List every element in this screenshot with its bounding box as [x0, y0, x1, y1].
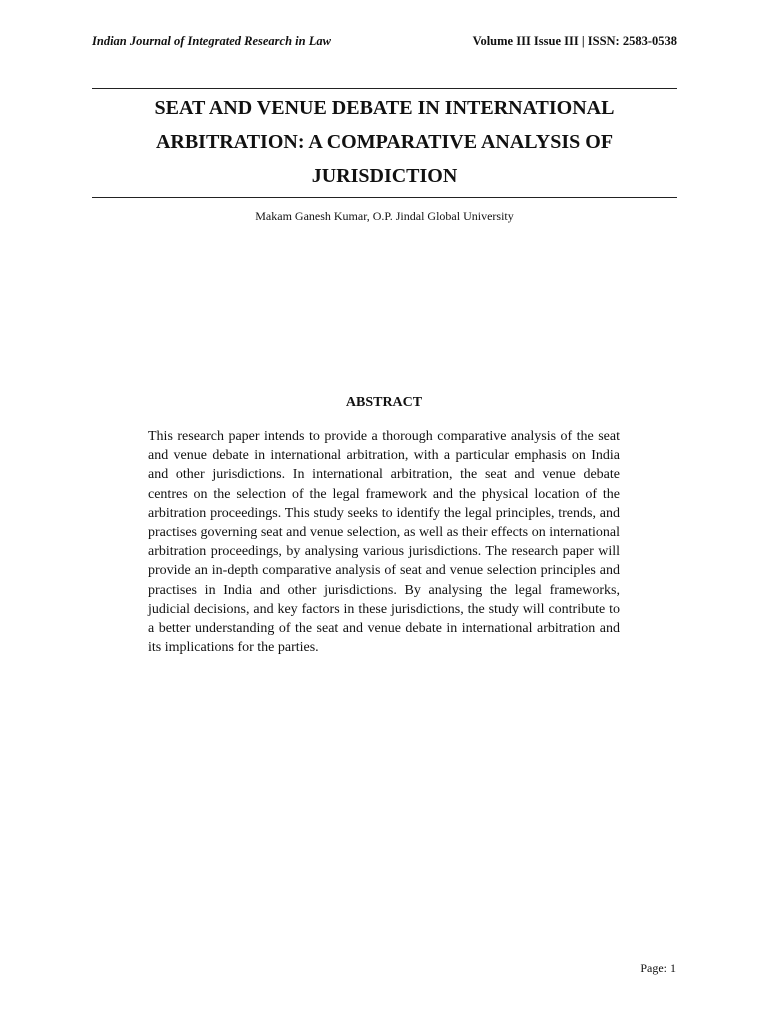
- running-header: [92, 34, 677, 52]
- abstract-body: This research paper intends to provide a thorough comparative analysis of the seat and venue debate in international arbitration, with a particular emphasis on India and other jurisdictions. In international arbitration, the seat and venue debate centres on the selection of the legal framework and the physical location of the arbitration proceedings. This study seeks to identify the legal principles, trends, and practises governing seat and venue selection, as well as their effects on international arbitration proceedings, by analysing various jurisdictions. The research paper will provide an in-depth comparative analysis of seat and venue selection principles and practises in India and other jurisdictions. By analysing the legal frameworks, judicial decisions, and key factors in these jurisdictions, the study will contribute to a better understanding of the seat and venue debate in international arbitration and its implications for the parties.: [148, 429, 620, 656]
- author-affiliation: Makam Ganesh Kumar, O.P. Jindal Global University: [255, 209, 514, 223]
- abstract-heading: ABSTRACT: [345, 395, 423, 410]
- title-bottom-rule: [92, 197, 677, 198]
- title-line-2: ARBITRATION: A COMPARATIVE ANALYSIS OF: [155, 131, 614, 153]
- title-line-1: SEAT AND VENUE DEBATE IN INTERNATIONAL: [154, 97, 615, 119]
- journal-name: Indian Journal of Integrated Research in Law: [92, 34, 331, 48]
- page-number: Page: 1: [640, 961, 676, 975]
- paper-title: [92, 91, 677, 193]
- volume-issue-issn: Volume III Issue III | ISSN: 2583-0538: [472, 34, 677, 48]
- title-top-rule: [92, 88, 677, 89]
- title-line-3: JURISDICTION: [311, 165, 458, 187]
